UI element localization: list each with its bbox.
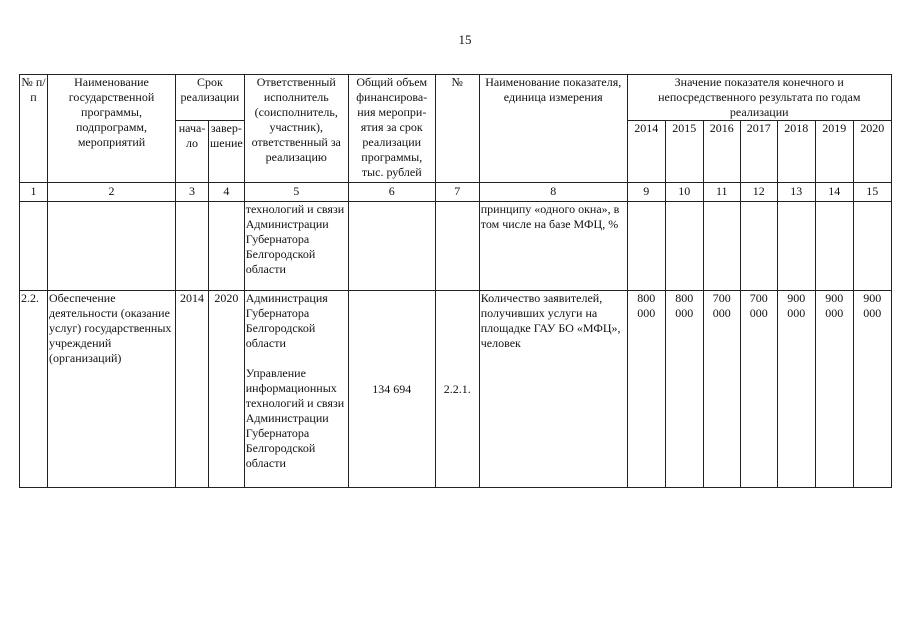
column-number: 4 (209, 183, 245, 202)
row-value (627, 202, 665, 291)
row-value (777, 202, 815, 291)
column-number: 14 (815, 183, 853, 202)
row-indicator-no (435, 202, 479, 291)
row-value: 900 000 (777, 291, 815, 488)
row-value (815, 202, 853, 291)
header-num: № п/п (20, 75, 48, 183)
row-num (20, 202, 48, 291)
column-number: 3 (176, 183, 209, 202)
column-number: 12 (740, 183, 777, 202)
column-numbers-row (20, 183, 892, 202)
header-year: 2014 (627, 121, 665, 183)
row-value (740, 202, 777, 291)
column-number: 15 (853, 183, 891, 202)
header-indicator-name: Наименование показателя, единица измерения (479, 75, 627, 183)
row-value (853, 202, 891, 291)
row-start (176, 202, 209, 291)
row-value: 800 000 (665, 291, 703, 488)
column-number: 9 (627, 183, 665, 202)
column-number: 6 (348, 183, 435, 202)
indicators-table (19, 74, 892, 488)
column-number: 2 (48, 183, 176, 202)
table-row (20, 291, 892, 488)
row-name: Обеспечение деятельности (оказание услуг) государственных учреждений (организаций) (48, 291, 176, 488)
row-indicator-no: 2.2.1. (435, 291, 479, 488)
row-value (703, 202, 740, 291)
row-value: 700 000 (740, 291, 777, 488)
column-number: 1 (20, 183, 48, 202)
row-value: 800 000 (627, 291, 665, 488)
header-term-start: нача-ло (176, 121, 209, 183)
row-funding (348, 202, 435, 291)
header-year: 2018 (777, 121, 815, 183)
header-row-top (20, 75, 892, 121)
responsible-secondary: Управление информационных технологий и связи Администрации Губернатора Белгородской области (245, 366, 345, 470)
page-number: 15 (458, 32, 472, 47)
row-responsible (244, 291, 348, 488)
row-start: 2014 (176, 291, 209, 488)
column-number: 10 (665, 183, 703, 202)
column-number: 13 (777, 183, 815, 202)
row-funding: 134 694 (348, 291, 435, 488)
row-responsible: технологий и связи Администрации Губернатора Белгородской области (244, 202, 348, 291)
responsible-primary: Администрация Губернатора Белгородской области (245, 291, 328, 350)
row-value: 900 000 (815, 291, 853, 488)
column-number: 7 (435, 183, 479, 202)
header-name: Наименование государственной программы, подпрограмм, мероприятий (48, 75, 176, 183)
header-indicator-no: № (435, 75, 479, 183)
column-number: 5 (244, 183, 348, 202)
header-values-group: Значение показателя конечного и непосредственного результата по годам реализации (627, 75, 891, 121)
table-row (20, 202, 892, 291)
row-indicator-name: принципу «одного окна», в том числе на базе МФЦ, % (479, 202, 627, 291)
row-end: 2020 (209, 291, 245, 488)
header-term: Срок реализации (176, 75, 245, 121)
header-year: 2016 (703, 121, 740, 183)
row-value: 700 000 (703, 291, 740, 488)
column-number: 8 (479, 183, 627, 202)
row-name (48, 202, 176, 291)
row-value: 900 000 (853, 291, 891, 488)
column-number: 11 (703, 183, 740, 202)
header-funding: Общий объем финансирова-ния меропри-ятия за срок реализации программы, тыс. рублей (348, 75, 435, 183)
header-responsible: Ответственный исполнитель (соисполнитель, участник), ответственный за реализацию (244, 75, 348, 183)
row-value (665, 202, 703, 291)
row-end (209, 202, 245, 291)
header-term-end: завер-шение (209, 121, 245, 183)
row-indicator-name: Количество заявителей, получивших услуги на площадке ГАУ БО «МФЦ», человек (479, 291, 627, 488)
row-num: 2.2. (20, 291, 48, 488)
header-year: 2015 (665, 121, 703, 183)
header-year: 2017 (740, 121, 777, 183)
header-year: 2019 (815, 121, 853, 183)
header-year: 2020 (853, 121, 891, 183)
